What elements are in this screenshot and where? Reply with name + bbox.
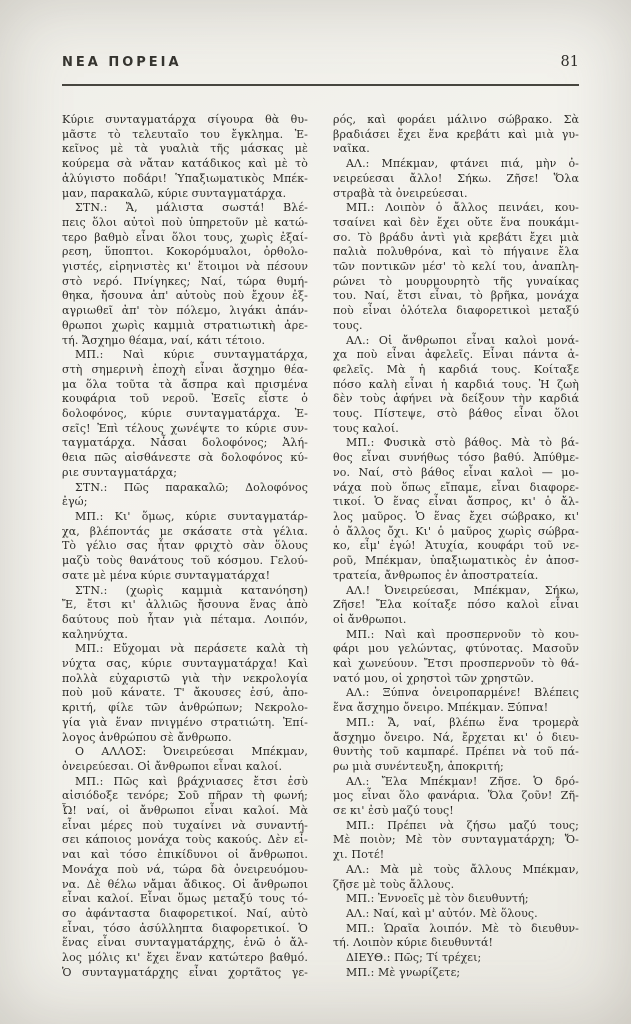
text-line: ἄσχημο ὄνειρο. Νά, ἔρχεται κι' ὁ διευ- (333, 730, 579, 744)
text-line: Τὸ γέλιο σας ἦταν φριχτὸ σὰν ὅλους (62, 539, 308, 553)
text-line: ΑΛ.: Ναί, καὶ μ' αὐτόν. Μὲ ὅλους. (346, 906, 538, 920)
text-line: λος μαῦρος. Ὁ ἕνας ἔχει σώβρακο, κι' (333, 509, 579, 523)
text-line: ΜΠ.: Μὲ γνωρίζετε; (346, 965, 461, 979)
text-line: τῶν ποντικῶν μέσ' τὸ κελί του, ἀναπλη- (333, 260, 579, 274)
text-line: του. Ναί, ἔτσι εἶναι, τὸ βρῆκα, μονάχα (333, 289, 579, 303)
text-line: ΜΠ.: Ὡραῖα λοιπόν. Μὲ τὸ διευθυν- (346, 921, 579, 935)
text-line: εἶναι, τόσο ἀσύλληπτα διαφορετικοί. Ὁ (62, 921, 308, 935)
text-line: δαύτους ποὺ ἦταν γιὰ πέταμα. Λοιπόν, (62, 612, 308, 626)
text-line: ΜΠ.: Εὔχομαι νὰ περάσετε καλὰ τὴ (75, 642, 308, 656)
text-line: θυντὴς τοῦ καμπαρέ. Πρέπει νὰ τοῦ πά- (333, 745, 579, 759)
text-line: τερο βαθμὸ εἶναι ὅλοι τους, χωρὶς ἐξαί- (62, 230, 308, 244)
text-line: ζῆσε μὲ τοὺς ἄλλους. (333, 877, 455, 891)
text-line: θηκα, ἤσουνα ἀπ' αὐτοὺς ποὺ ἔχουν ἐξ- (62, 289, 308, 303)
text-line: να. Δὲ θέλω νἄμαι ἄδικος. Οἱ ἄνθρωποι (62, 877, 308, 891)
right-column (333, 113, 579, 980)
text-line: Ὦ! ναί, οἱ ἄνθρωποι εἶναι καλοί. Μὰ (62, 804, 308, 818)
text-line: κουφάρια τοῦ νεροῦ. Ἐσεῖς εἶστε ὁ (62, 392, 308, 406)
text-line: ΜΠ.: Φυσικὰ στὸ βάθος. Μὰ τὸ βά- (346, 436, 579, 450)
text-line: τους καλοί. (333, 421, 399, 435)
text-line: δολοφόνος, κύριε συνταγματάρχα. Ἐ- (62, 407, 308, 421)
text-line: κεῖνος μὲ τὰ γυαλιὰ τῆς μάσκας μὲ (62, 142, 308, 156)
text-line: μᾶστε τὸ τελευταῖο του ἔγκλημα. Ἐ- (62, 127, 308, 141)
text-line: εἶναι μέρες ποὺ τυχαίνει νὰ συναντή- (62, 818, 308, 832)
text-line: λος μόλις κι' ἔχει ἕναν κατώτερο βαθμό. (62, 951, 308, 965)
text-line: ΑΛ.! Ὀνειρεύεσαι, Μπέκμαν, Σήκω, (346, 583, 579, 597)
text-line: Ο ΑΛΛΟΣ: Ὀνειρεύεσαι Μπέκμαν, (75, 745, 308, 759)
text-line: ἀλύγιστο ποδάρι! Ὑπαξιωματικὸς Μπέκ- (62, 171, 308, 185)
text-line: ΑΛ.: Μπέκμαν, φτάνει πιά, μὴν ὀ- (346, 157, 579, 171)
text-line: μαζὺ τοὺς θανάτους τοῦ κόσμου. Γελού- (62, 554, 308, 568)
text-line: ΣΤΝ.: Ἄ, μάλιστα σωστά! Βλέ- (75, 201, 308, 215)
journal-title: ΝΕΑ ΠΟΡΕΙΑ (62, 55, 182, 70)
text-line: σο. Τὸ βράδυ ἀντὶ γιὰ κρεβάτι ἔχει μιὰ (333, 230, 579, 244)
text-line: μος εἶναι ὅλο φανάρια. Ὅλα ζοῦν! Ζῆ- (333, 789, 579, 803)
text-line: μαν, παρακαλῶ, κύριε συνταγματάρχα. (62, 186, 287, 200)
text-line: θος εἶναι συνήθως τόσο βαθύ. Ἀπύθμε- (333, 451, 579, 465)
text-line: θρωποι χωρὶς καμμιὰ στρατιωτικὴ ἀρε- (62, 318, 308, 332)
text-line: ποὺ μοῦ κάνατε. Τ' ἄκουσες ἐσύ, ἀπο- (62, 686, 308, 700)
text-columns (62, 113, 579, 980)
text-line: ΜΠ.: Πῶς καὶ βράχνιασες ἔτσι ἐσὺ (75, 774, 308, 788)
text-line: Μονάχα ποὺ νά, τώρα δὰ ὀνειρευόμου- (62, 862, 308, 876)
text-line: σει κάποιος μονάχα τοὺς κακούς. Δὲν εἶ- (62, 833, 308, 847)
text-line: νύχτα σας, κύριε συνταγματάρχα! Καὶ (62, 657, 308, 671)
text-line: καὶ χωνεύουν. Ἔτσι προσπερνοῦν τὸ θά- (333, 657, 579, 671)
text-line: Κύριε συνταγματάρχα σίγουρα θὰ θυ- (62, 113, 308, 126)
text-line: ΑΛ.: Μὰ μὲ τοὺς ἄλλους Μπέκμαν, (346, 862, 579, 876)
text-line: σε κι' ἐσὺ μαζύ τους! (333, 804, 454, 818)
text-line: Ὁ συνταγματάρχης εἶναι χορτᾶτος γε- (62, 965, 308, 979)
text-line: σεῖς! Ἐπὶ τέλους χωνέψτε το κύριε συν- (62, 421, 308, 435)
text-line: ποὺ εἶναι ὁλότελα διαφορετικοὶ μεταξύ (333, 304, 579, 318)
text-line: λογος ἀνθρώπου σὲ ἄνθρωπο. (62, 730, 232, 744)
text-line: αγριωθεῖ ἀπ' τὸν πόλεμο, λιγάκι ἀπάν- (62, 304, 308, 318)
text-line: Μὲ ποιὸν; Μὲ τὸν συνταγματάρχη; Ὄ- (333, 833, 579, 847)
text-line: στὴ σημερινὴ ἐποχὴ εἶναι ἄσχημο θέα- (62, 362, 308, 376)
text-line: τσαίνει καὶ δὲν ἔχει οὔτε ἕνα πουκάμι- (333, 215, 579, 229)
text-line: νο. Ναί, στὸ βάθος εἶναι καλοὶ — μο- (333, 465, 579, 479)
text-line: νατό μου, οἱ χρηστοὶ τῶν χρηστῶν. (333, 671, 534, 685)
text-line: ἐγώ; (62, 495, 88, 509)
text-line: ΑΛ.: Οἱ ἄνθρωποι εἶναι καλοὶ μονά- (346, 333, 579, 347)
text-line: σο ἀφάνταστα διαφορετικοί. Ναί, αὐτὸ (62, 906, 308, 920)
text-line: φάρι μου γελώντας, φτύνοτας. Μασοῦν (333, 642, 579, 656)
page-number: 81 (560, 54, 579, 70)
text-line: τους. (333, 318, 363, 332)
page-header (62, 54, 579, 70)
text-line: ΜΠ.: Ναὶ κύριε συνταγματάρχα, (75, 348, 308, 362)
text-line: σατε μὲ μένα κύριε συνταγματάρχα! (62, 568, 271, 582)
text-line: τικοί. Ὁ ἕνας εἶναι ἄσπρος, κι' ὁ ἄλ- (333, 495, 579, 509)
text-line: τρατεία, ἄνθρωπος ἐν ἀποστρατεία. (333, 568, 539, 582)
text-line: ταγματάρχα. Νἆσαι δολοφόνος; Ἀλή- (62, 436, 308, 450)
text-line: οἱ ἄνθρωποι. (333, 612, 407, 626)
text-line: νειρεύεσαι ἄλλο! Σήκω. Ζῆσε! Ὅλα (333, 171, 579, 185)
text-line: γιστές, εἰρηνιστὲς κι' ἕτοιμοι νὰ πέσουν (62, 260, 308, 274)
text-line: τή. Λοιπὸν κύριε διευθυντά! (333, 936, 494, 950)
text-line: ΔΙΕΥΘ.: Πῶς; Τί τρέχει; (346, 951, 482, 965)
text-line: ρεση, ὕποπτοι. Κοκορόμυαλοι, ὀρθολο- (62, 245, 308, 259)
text-line: ρώνει τὸ μουρμουρητὸ τῆς γυναίκας (333, 274, 579, 288)
text-line: ὀνειρεύεσαι. Οἱ ἄνθρωποι εἶναι καλοί. (62, 759, 283, 773)
text-line: ριε συνταγματάρχα; (62, 465, 178, 479)
text-line: Ζῆσε! Ἔλα κοίταξε πόσο καλοὶ εἶναι (333, 598, 579, 612)
text-line: ρω μιὰ συνέντευξη, ἀποκριτή; (333, 759, 504, 773)
text-line: ναι καὶ τόσο ἐπικίδυνοι οἱ ἄνθρωποι. (62, 848, 308, 862)
text-line: στραβὰ τὰ ὀνειρεύεσαι. (333, 186, 468, 200)
text-line: ρός, καὶ φοράει μάλινο σώβρακο. Σὰ (333, 113, 579, 126)
text-line: βραδιάσει ἔχει ἕνα κρεβάτι καὶ μιὰ γυ- (333, 127, 579, 141)
left-column (62, 113, 308, 980)
text-line: μα ὅλα τοῦτα τὰ ἄσπρα καὶ πρισμένα (62, 377, 308, 391)
text-line: κούρεμα σὰ νἄταν κατάδικος καὶ μὲ τὸ (62, 157, 308, 171)
text-line: φελεῖς. Μὰ ἡ καρδιά τους. Κοίταξε (333, 362, 579, 376)
text-line: καληνύχτα. (62, 627, 128, 641)
text-line: τους. Πίστεψε, στὸ βάθος εἶναι ὅλοι (333, 407, 579, 421)
text-line: στὸ νερό. Πνίγηκες; Ναί, τώρα θυμή- (62, 274, 308, 288)
text-line: χα ποὺ εἶναι ἀφελεῖς. Εἶναι πάντα ἀ- (333, 348, 579, 362)
text-line: θεια πῶς αἰσθάνεστε σὰ δολοφόνος κύ- (62, 451, 308, 465)
text-line: ΣΤΝ.: Πῶς παρακαλῶ; Δολοφόνος (75, 480, 308, 494)
text-line: τή. Ἄσχημο θέαμα, ναί, κάτι τέτοιο. (62, 333, 266, 347)
text-line: ΜΠ.: Ἐννοεῖς μὲ τὸν διευθυντή; (346, 892, 529, 906)
text-line: ΜΠ.: Ναὶ καὶ προσπερνοῦν τὸ κου- (346, 627, 579, 641)
text-line: γία γιὰ ἕναν πνιγμένο στρατιώτη. Ἐπί- (62, 715, 308, 729)
text-line: Ἔ, ἔτσι κι' ἀλλιῶς ἤσουνα ἕνας ἀπὸ (62, 598, 308, 612)
text-line: νάχα ποὺ ὅπως εἴπαμε, εἶναι διαφορε- (333, 480, 579, 494)
text-line: ἕνας εἶναι συνταγματάρχης, ἐνῶ ὁ ἄλ- (62, 936, 308, 950)
text-line: ΑΛ.: Ξύπνα ὀνειροπαρμένε! Βλέπεις (346, 686, 579, 700)
text-line: ὁ ἄλλος ὄχι. Κι' ὁ μαῦρος χωρὶς σώβρα- (333, 524, 579, 538)
text-line: ΜΠ.: Πρέπει νὰ ζήσω μαζύ τους; (346, 818, 579, 832)
text-line: πόσο καλὴ εἶναι ἡ καρδιά τους. Ἡ ζωὴ (333, 377, 579, 391)
text-line: ΣΤΝ.: (χωρὶς καμμιὰ κατανόηση) (75, 583, 308, 597)
text-line: κριτή, φίλε τῶν ἀνθρώπων; Νεκρολο- (62, 701, 308, 715)
text-line: ἕνα ἄσχημο ὄνειρο. Μπέκμαν. Ξύπνα! (333, 701, 549, 715)
text-line: εἶναι καλοί. Εἶναι ὅμως μεταξύ τους τό- (62, 892, 308, 906)
text-line: παλιὰ πολυθρόνα, καὶ τὸ πήγαινε ἔλα (333, 245, 579, 259)
header-divider (62, 84, 579, 86)
text-line: χα, βλέποντάς με σκάσατε στὰ γέλια. (62, 524, 308, 538)
text-line: ΜΠ.: Ἄ, ναί, βλέπω ἕνα τρομερὰ (346, 715, 579, 729)
text-line: πολλὰ εὐχαριστῶ γιὰ τὴν νεκρολογία (62, 671, 308, 685)
text-line: ΜΠ.: Λοιπὸν ὁ ἄλλος πεινάει, κου- (346, 201, 579, 215)
text-line: ΑΛ.: Ἔλα Μπέκμαν! Ζῆσε. Ὁ δρό- (346, 774, 579, 788)
text-line: αἰσιόδοξε τενόρε; Σοῦ πῆραν τὴ φωνή; (62, 789, 308, 803)
text-line: ΜΠ.: Κι' ὅμως, κύριε συνταγματάρ- (75, 509, 308, 523)
text-line: ναῖκα. (333, 142, 370, 156)
text-line: χι. Ποτέ! (333, 848, 385, 862)
text-line: δὲν τοὺς ἀφήνει νὰ δείξουν τὴν καρδιά (333, 392, 579, 406)
text-line: κο, εἶμ' ἐγώ! Ἀτυχία, κουφάρι τοῦ νε- (333, 539, 579, 553)
text-line: ροῦ, Μπέκμαν, ὑπαξιωματικὸς ἐν ἀποσ- (333, 554, 579, 568)
text-line: πεις ὅλοι αὐτοὶ ποὺ ὑπηρετοῦν μὲ κατώ- (62, 215, 308, 229)
